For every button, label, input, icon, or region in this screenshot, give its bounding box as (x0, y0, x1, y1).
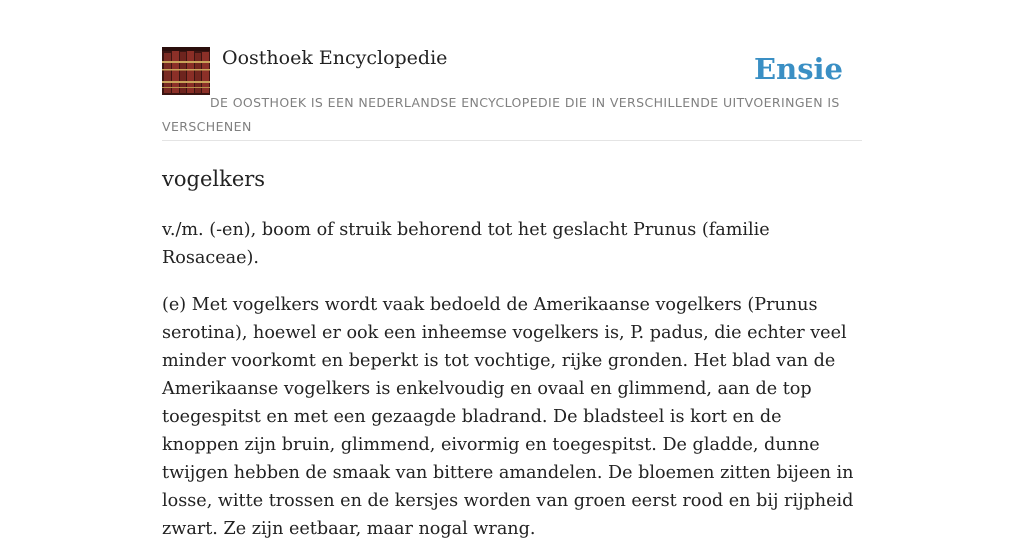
site-tagline: DE OOSTHOEK IS EEN NEDERLANDSE ENCYCLOPEDIE DIE IN VERSCHILLENDE UITVOERINGEN IS VERSCHENEN (162, 95, 840, 134)
brand-logo[interactable]: Ensie (754, 52, 843, 86)
article-paragraph: v./m. (-en), boom of struik behorend tot het geslacht Prunus (familie Rosaceae). (162, 220, 770, 268)
book-spines-icon (162, 47, 210, 95)
article-title: vogelkers (162, 167, 266, 191)
site-header (162, 46, 862, 141)
site-name[interactable]: Oosthoek Encyclopedie (222, 47, 448, 69)
article (162, 164, 862, 543)
avatar[interactable] (162, 47, 210, 95)
article-paragraph: (e) Met vogelkers wordt vaak bedoeld de Amerikaanse vogelkers (Prunus serotina), hoewel er ook een inheemse vogelkers is, P. padus, die echter veel minder voorkomt en beperkt is tot vochtige, rijke gronden. Het blad van de Amerikaanse vogelkers is enkelvoudig en ovaal en glimmend, aan de top toegespitst en met een gezaagde bladrand. De bladsteel is kort en de knoppen zijn bruin, glimmend, eivormig en toegespitst. De gladde, dunne twijgen hebben de smaak van bittere amandelen. De bloemen zitten bijeen in losse, witte trossen en de kersjes worden van groen eerst rood en bij rijpheid zwart. Ze zijn eetbaar, maar nogal wrang. (162, 295, 854, 539)
